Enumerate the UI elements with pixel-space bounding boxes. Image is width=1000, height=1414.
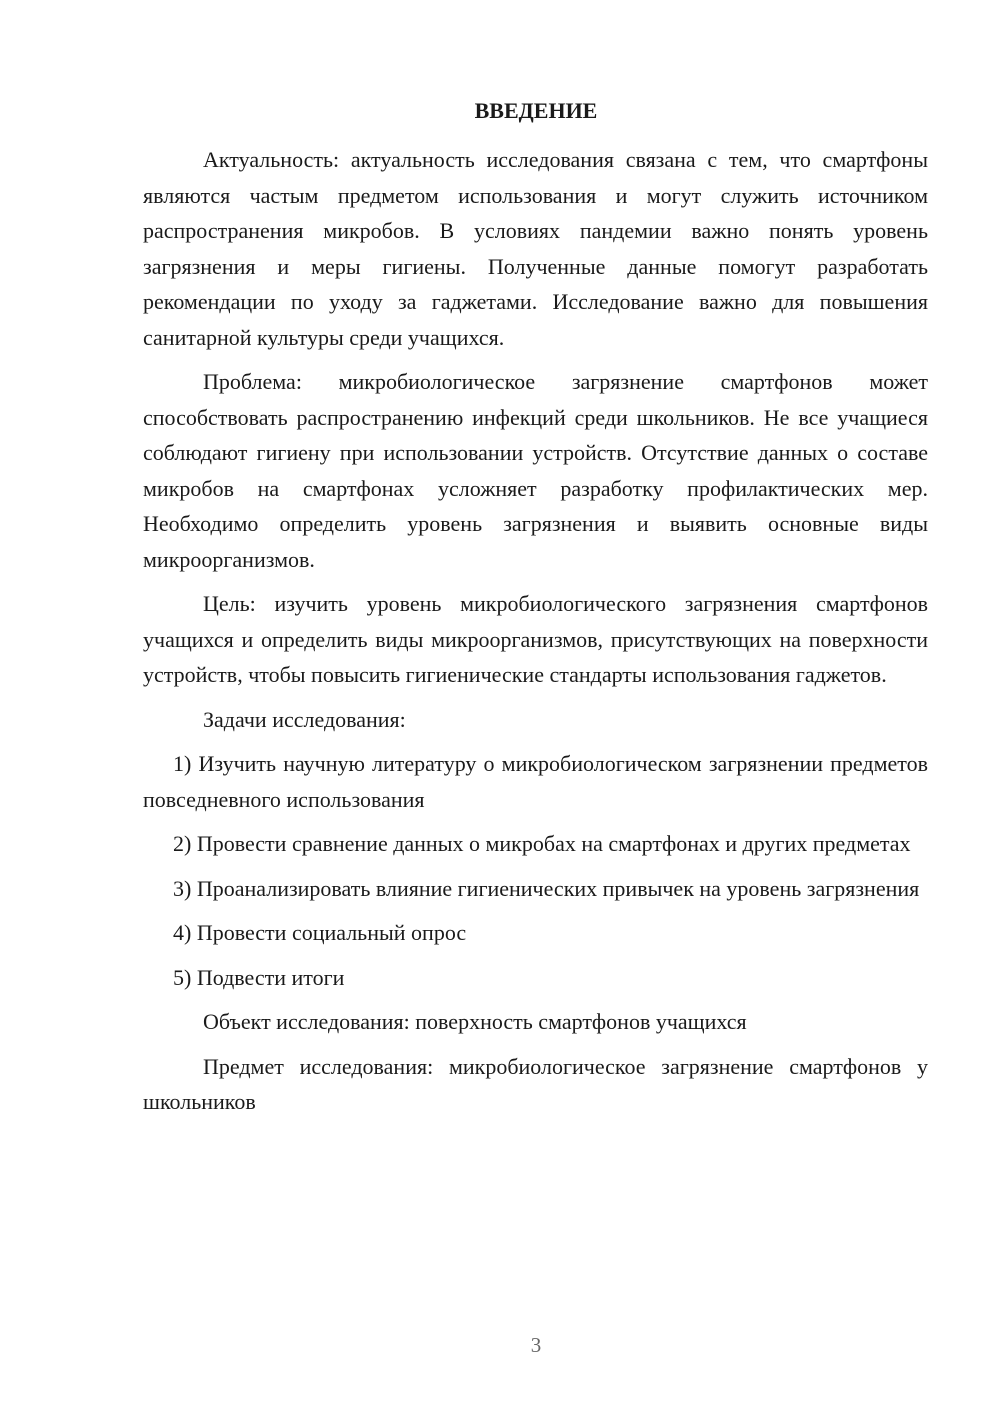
task-item: 3) Проанализировать влияние гигиенических привычек на уровень загрязнения xyxy=(173,875,920,901)
task-item: 5) Подвести итоги xyxy=(173,964,345,990)
task-item: 2) Провести сравнение данных о микробах на смартфонах и других предметах xyxy=(173,831,911,856)
task-item: 4) Провести социальный опрос xyxy=(173,920,467,945)
page-number: 3 xyxy=(530,1333,542,1357)
paragraph-relevance: Актуальность: актуальность исследования связана с тем, что смартфоны являются частым предметом использования и могут служить источником распространения микробов. В условиях пандемии важно понять уровень загрязнения и меры гигиены. Полученные данные помогут разработать рекомендации по уходу за гаджетами. Исследование важно для повышения санитарной культуры среди учащихся. xyxy=(143,147,928,350)
paragraph-object: Объект исследования: поверхность смартфонов учащихся xyxy=(203,1009,747,1034)
paragraph-goal: Цель: изучить уровень микробиологического загрязнения смартфонов учащихся и определить виды микроорганизмов, присутствующих на поверхности устройств, чтобы повысить гигиенические стандарты использования гаджетов. xyxy=(143,591,928,687)
paragraph-problem: Проблема: микробиологическое загрязнение смартфонов может способствовать распространению инфекций среди школьников. Не все учащиеся соблюдают гигиену при использовании устройств. Отсутствие данных о составе микробов на смартфонах усложняет разработку профилактических мер. Необходимо определить уровень загрязнения и выявить основные виды микроорганизмов. xyxy=(143,369,928,572)
section-heading: ВВЕДЕНИЕ xyxy=(474,98,598,123)
paragraph-subject: Предмет исследования: микробиологическое загрязнение смартфонов у школьников xyxy=(143,1053,928,1114)
task-item: 1) Изучить научную литературу о микробиологическом загрязнении предметов повседневного использования xyxy=(143,751,928,812)
tasks-heading: Задачи исследования: xyxy=(203,706,406,732)
document-body xyxy=(143,142,928,1129)
